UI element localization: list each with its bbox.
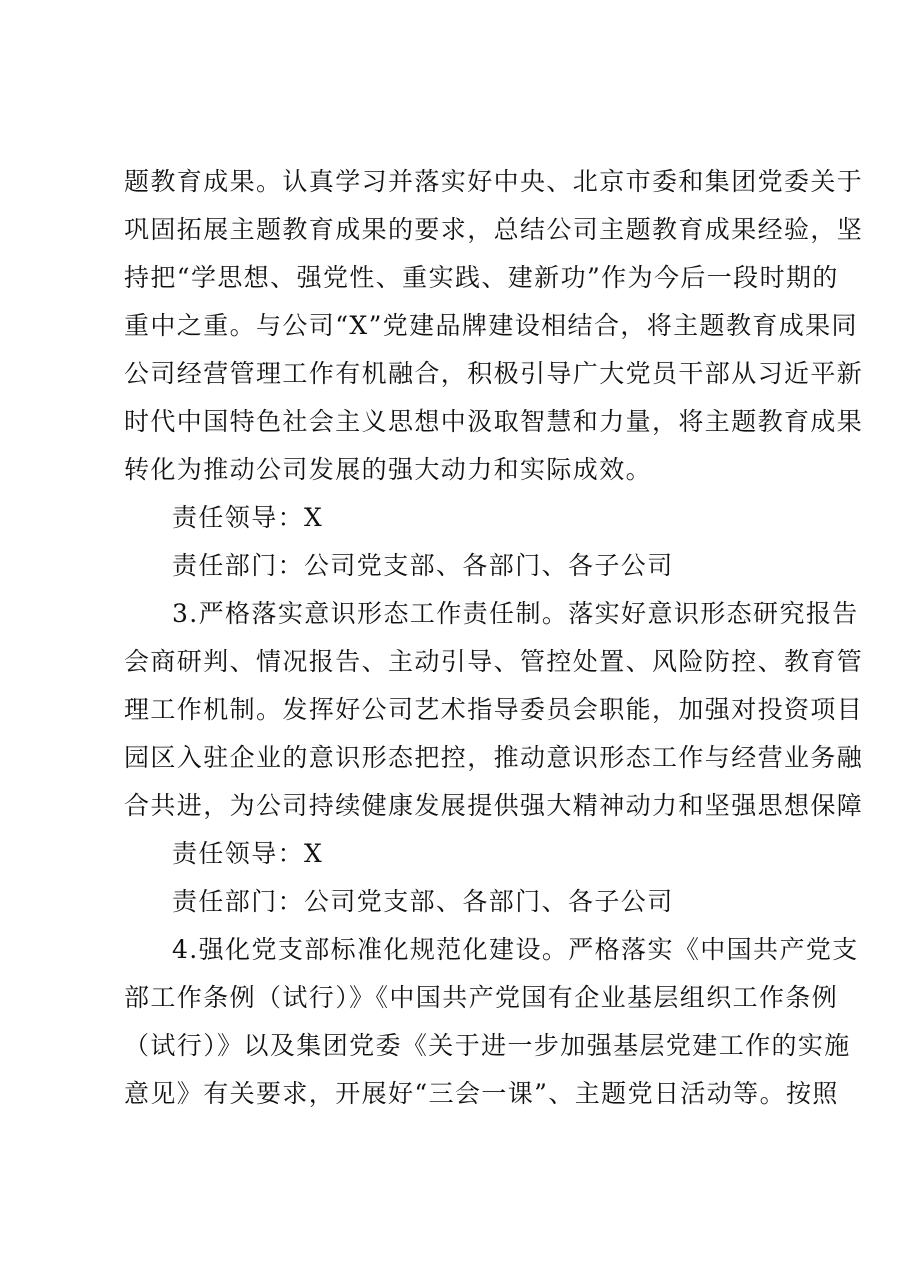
paragraph-line: 重中之重。与公司“X”党建品牌建设相结合，将主题教育成果同 — [124, 311, 858, 340]
paragraph-line: 转化为推动公司发展的强大动力和实际成效。 — [124, 455, 653, 484]
responsible-leader: 责任领导：X — [172, 503, 324, 532]
paragraph-line: 理工作机制。发挥好公司艺术指导委员会职能，加强对投资项目 — [124, 695, 864, 724]
paragraph-line: 会商研判、情况报告、主动引导、管控处置、风险防控、教育管 — [124, 647, 864, 676]
paragraph-line: 题教育成果。认真学习并落实好中央、北京市委和集团党委关于 — [124, 167, 864, 196]
paragraph-line: 公司经营管理工作有机融合，积极引导广大党员干部从习近平新 — [124, 359, 864, 388]
section-heading-3: 3.严格落实意识形态工作责任制。落实好意识形态研究报告 — [172, 599, 859, 628]
section-heading-4: 4.强化党支部标准化规范化建设。严格落实《中国共产党支 — [172, 935, 859, 964]
responsible-department: 责任部门：公司党支部、各部门、各子公司 — [172, 887, 674, 916]
paragraph-line: 部工作条例（试行）》《中国共产党国有企业基层组织工作条例 — [124, 983, 839, 1012]
paragraph-line: 持把“学思想、强党性、重实践、建新功”作为今后一段时期的 — [124, 263, 839, 292]
responsible-leader: 责任领导：X — [172, 839, 324, 868]
paragraph-line: 意见》有关要求，开展好“三会一课”、主题党日活动等。按照 — [124, 1079, 839, 1108]
paragraph-line: 时代中国特色社会主义思想中汲取智慧和力量，将主题教育成果 — [124, 407, 864, 436]
paragraph-line: 合共进，为公司持续健康发展提供强大精神动力和坚强思想保障 — [124, 791, 864, 820]
paragraph-line: 园区入驻企业的意识形态把控，推动意识形态工作与经营业务融 — [124, 743, 864, 772]
paragraph-line: （试行）》以及集团党委《关于进一步加强基层党建工作的实施 — [124, 1031, 851, 1060]
paragraph-line: 巩固拓展主题教育成果的要求，总结公司主题教育成果经验，坚 — [124, 215, 864, 244]
responsible-department: 责任部门：公司党支部、各部门、各子公司 — [172, 551, 674, 580]
